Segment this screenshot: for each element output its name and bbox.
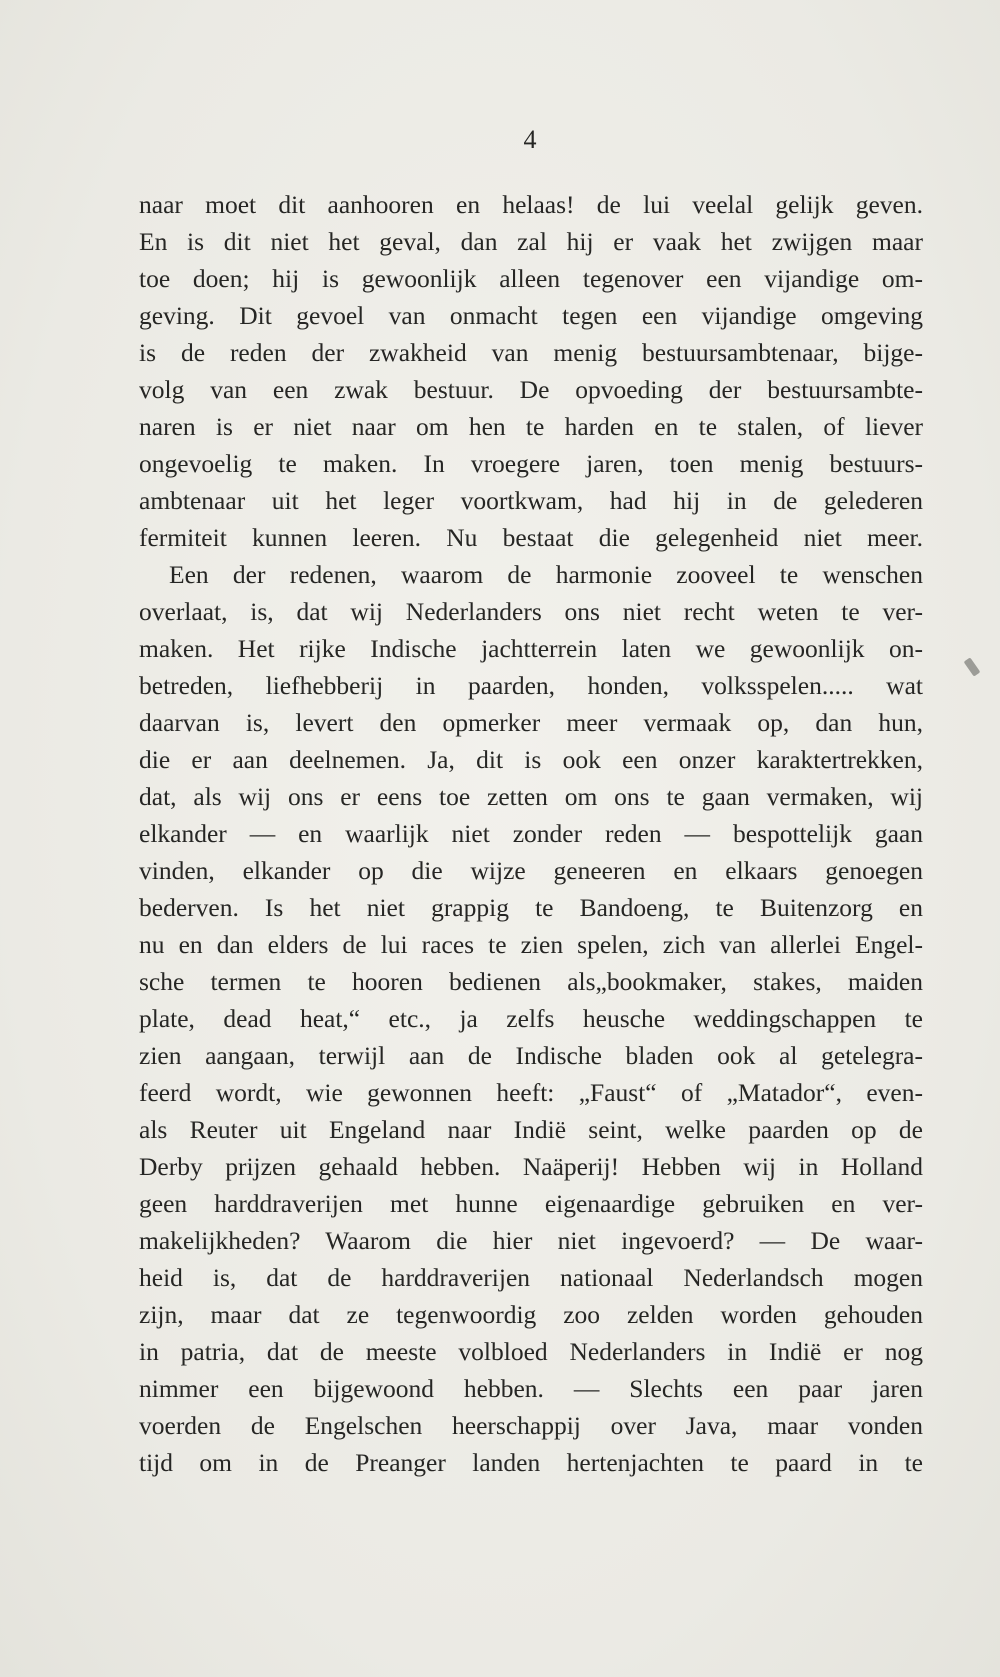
text-line: nimmer een bijgewoond hebben. — Slechts een paar jaren: [139, 1374, 923, 1403]
text-line: daarvan is, levert den opmerker meer vermaak op, dan hun,: [139, 708, 923, 737]
text-line: betreden, liefhebberij in paarden, honden, volksspelen..... wat: [139, 671, 923, 700]
text-line: zijn, maar dat ze tegenwoordig zoo zelden worden gehouden: [139, 1300, 923, 1329]
text-line: En is dit niet het geval, dan zal hij er vaak het zwijgen maar: [139, 227, 923, 256]
text-line: zien aangaan, terwijl aan de Indische bladen ook al getelegra-: [139, 1041, 923, 1070]
text-line: dat, als wij ons er eens toe zetten om ons te gaan vermaken, wij: [139, 782, 923, 811]
text-line: toe doen; hij is gewoonlijk alleen tegenover een vijandige om-: [139, 264, 923, 293]
text-line: plate, dead heat,“ etc., ja zelfs heusche weddingschappen te: [139, 1004, 923, 1033]
text-line: overlaat, is, dat wij Nederlanders ons niet recht weten te ver-: [139, 597, 923, 626]
paragraph-start-line: Een der redenen, waarom de harmonie zooveel te wenschen: [169, 560, 923, 589]
text-line: tijd om in de Preanger landen hertenjachten te paard in te: [139, 1448, 923, 1477]
text-line: feerd wordt, wie gewonnen heeft: „Faust“ of „Matador“, even-: [139, 1078, 923, 1107]
text-line: bederven. Is het niet grappig te Bandoeng, te Buitenzorg en: [139, 893, 923, 922]
text-line: volg van een zwak bestuur. De opvoeding der bestuursambte-: [139, 375, 923, 404]
text-line: makelijkheden? Waarom die hier niet ingevoerd? — De waar-: [139, 1226, 923, 1255]
text-line: heid is, dat de harddraverijen nationaal Nederlandsch mogen: [139, 1263, 923, 1292]
text-line: sche termen te hooren bedienen als„bookmaker, stakes, maiden: [139, 967, 923, 996]
text-line: ongevoelig te maken. In vroegere jaren, toen menig bestuurs-: [139, 449, 923, 478]
text-line: elkander — en waarlijk niet zonder reden — bespottelijk gaan: [139, 819, 923, 848]
text-line: geving. Dit gevoel van onmacht tegen een vijandige omgeving: [139, 301, 923, 330]
text-line: voerden de Engelschen heerschappij over Java, maar vonden: [139, 1411, 923, 1440]
text-line: naren is er niet naar om hen te harden en te stalen, of liever: [139, 412, 923, 441]
text-line: geen harddraverijen met hunne eigenaardige gebruiken en ver-: [139, 1189, 923, 1218]
page-number: 4: [523, 125, 537, 154]
text-line: naar moet dit aanhooren en helaas! de lui veelal gelijk geven.: [139, 190, 923, 219]
text-line: Derby prijzen gehaald hebben. Naäperij! Hebben wij in Holland: [139, 1152, 923, 1181]
text-line: vinden, elkander op die wijze geneeren en elkaars genoegen: [139, 856, 923, 885]
text-line: maken. Het rijke Indische jachtterrein laten we gewoonlijk on-: [139, 634, 923, 663]
ink-speck: [964, 657, 981, 676]
text-line: nu en dan elders de lui races te zien spelen, zich van allerlei Engel-: [139, 930, 923, 959]
body-text: [139, 186, 923, 1481]
text-line: als Reuter uit Engeland naar Indië seint, welke paarden op de: [139, 1115, 923, 1144]
text-line: ambtenaar uit het leger voortkwam, had hij in de gelederen: [139, 486, 923, 515]
text-line: in patria, dat de meeste volbloed Nederlanders in Indië er nog: [139, 1337, 923, 1366]
text-line: fermiteit kunnen leeren. Nu bestaat die gelegenheid niet meer.: [139, 523, 923, 552]
text-line: die er aan deelnemen. Ja, dit is ook een onzer karaktertrekken,: [139, 745, 923, 774]
text-line: is de reden der zwakheid van menig bestuursambtenaar, bijge-: [139, 338, 923, 367]
